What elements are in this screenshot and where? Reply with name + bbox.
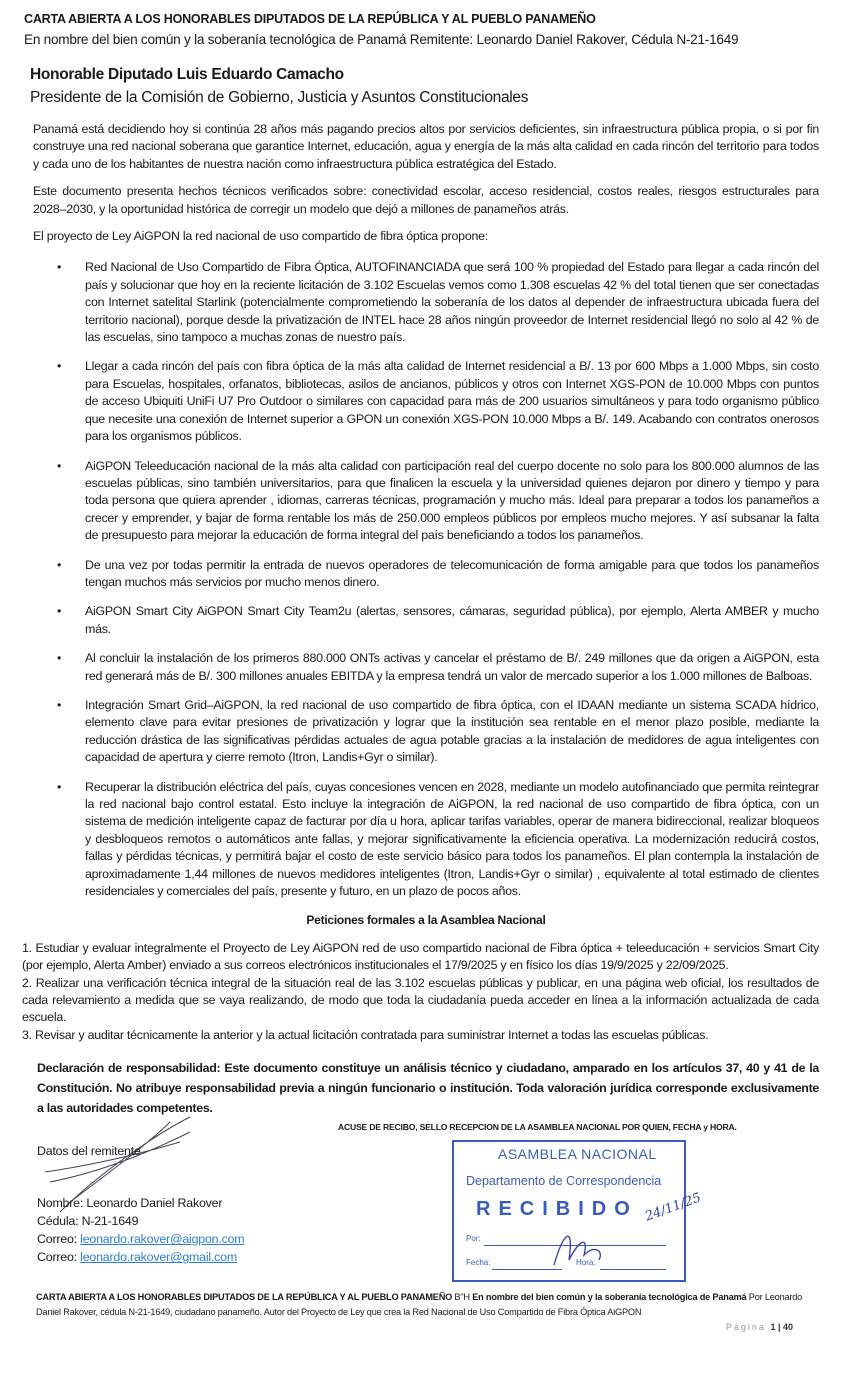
letter-title: CARTA ABIERTA A LOS HONORABLES DIPUTADOS DE LA REPÚBLICA Y AL PUEBLO PANAMEÑO xyxy=(24,12,596,26)
list-item: • De una vez por todas permitir la entrada de nuevos operadores de telecomunicación de forma amigable para que todos los panameños tengan muchos más servicios por mucho menos dinero. xyxy=(57,557,819,589)
declaration: Declaración de responsabilidad: Este documento constituye un análisis técnico y ciudadano, amparado en los artículos 37, 40 y 41 de la Constitución. No atribuye responsabilidad previa a ningún funcionario o institución. Toda valoración jurídica corresponde exclusivamente a las autoridades competentes. xyxy=(37,1061,819,1116)
petition-item: 3. Revisar y auditar técnicamente la anterior y la actual licitación contratada para suministrar Internet a todas las escuelas públicas. xyxy=(22,1027,709,1042)
bullet-icon: • xyxy=(57,779,62,794)
letter-flow xyxy=(22,0,819,1360)
sender-heading: Datos del remitente xyxy=(37,1144,141,1159)
handwritten-initials-icon xyxy=(549,1220,609,1270)
sender-email-line: Correo: leonardo.rakover@aigpon.com xyxy=(37,1232,245,1247)
list-item: • AiGPON Smart City AiGPON Smart City Team2u (alertas, sensores, cámaras, seguridad pública), por ejemplo, Alerta AMBER y mucho más. xyxy=(57,604,819,636)
list-item: • Red Nacional de Uso Compartido de Fibra Óptica, AUTOFINANCIADA que será 100 % propiedad del Estado para llegar a cada rincón del país y solucionar que hoy en la reciente licitación de 3.102 Escuelas vemos como 1.308 escuelas 42 % del total tienen que ser conectadas con Internet satelital Starlink (potencialmente comprometiendo la soberanía de los datos al depender de infraestructura ubicada fuera del territorio nacional), porque desde la privatización de INTEL hace 28 años ningún proveedor de Internet residencial llegó no solo al 42 % de las escuelas, sino tampoco a muchas zonas de nuestro país. xyxy=(57,260,819,345)
signature-section xyxy=(37,1122,819,1290)
list-item: • Al concluir la instalación de los primeros 880.000 ONTs activas y cancelar el préstamo de B/. 249 millones que da origen a AiGPON, esta red generará más de B/. 300 millones anuales EBITDA y la empresa tendrá un valor de mercado superior a los 1.000 millones de Balboas. xyxy=(57,651,819,683)
petitions-list xyxy=(22,940,819,1044)
list-item: • AiGPON Teleeducación nacional de la más alta calidad con participación real del cuerpo docente no solo para los 800.000 alumnos de las escuelas públicas, sino también universitarios, para que finalicen la escuela y la universidad quienes dejaron por dinero y tiempo y para toda persona que quiera aprender , idiomas, carreras técnicas, programación y mucho más. Ideal para preparar a todos los panameños a crecer y emprender, y bajar de forma rentable los más de 250.000 empleos públicos por empleos mucho mejores. Y así subsanar la falta de presupuesto para mejorar la educación de forma integral del país beneficiando a todos los panameños. xyxy=(57,458,819,543)
sender-name-line: Nombre: Leonardo Daniel Rakover xyxy=(37,1196,223,1211)
acknowledgement-label: ACUSE DE RECIBO, SELLO RECEPCION DE LA ASAMBLEA NACIONAL POR QUIEN, FECHA y HORA. xyxy=(338,1122,737,1133)
sender-email-line: Correo: leonardo.rakover@gmail.com xyxy=(37,1250,237,1265)
letter-subtitle: En nombre del bien común y la soberanía tecnológica de Panamá Remitente: Leonardo Daniel Rakover, Cédula N-21-1649 xyxy=(24,32,739,47)
page-number: Página 1 | 40 xyxy=(725,1322,793,1333)
bullet-icon: • xyxy=(57,458,62,473)
petition-item: 2. Realizar una verificación técnica integral de la situación real de las 3.102 escuelas públicas y publicar, en una página web oficial, los resultados de cada relevamiento a medida que se vaya realizando, de modo que toda la ciudadanía pueda acceder en línea a la información actualizada de cada escuela. xyxy=(22,975,819,1025)
bullet-icon: • xyxy=(57,359,62,374)
list-item: • Recuperar la distribución eléctrica del país, cuyas concesiones vencen en 2028, mediante un modelo autofinanciado que permita reintegrar la red nacional bajo control estatal. Esto incluye la integración de AiGPON, la red nacional de uso compartido de fibra óptica, con un sistema de medición inteligente capaz de facturar por día u hora, aplicar tarifas variables, operar de manera bidireccional, realizar bloqueos y desbloqueos remotos o automáticos ante fallas, y mejorar significativamente la eficiencia operativa. La modernización reducirá costos, fallas y pérdidas técnicas, y permitirá bajar el costo de este servicio básico para todos los panameños. El plan contempla la instalación de aproximadamente 1,44 millones de nuevos medidores inteligentes (Itron, Landis+Gyr o similar) , equivalente al total estimado de clientes residenciales y comerciales del país, presente y futuro, en un plazo de pocos años. xyxy=(57,779,819,899)
bullet-icon: • xyxy=(57,651,62,666)
letter-body xyxy=(33,121,819,930)
list-item: • Integración Smart Grid–AiGPON, la red nacional de uso compartido de fibra óptica, con el IDAAN mediante un sistema SCADA hídrico, elemento clave para evitar presiones de privatización y lograr que la institución sea rentable en el menor plazo posible, mediante la reducción drástica de las significativas pérdidas actuales de agua potable gracias a la instalación de medidores de agua inteligentes con capacidad de apertura y cierre remoto (Itron, Landis+Gyr o similar). xyxy=(57,697,819,765)
bullet-icon: • xyxy=(57,557,62,572)
time-line xyxy=(600,1269,666,1270)
paragraph: Panamá está decidiendo hoy si continúa 28 años más pagando precios altos por servicios deficientes, sin infraestructura pública propia, o si por fin construye una red nacional soberana que garantice Internet, educación, agua y energía de la más alta calidad en cada rincón del territorio para todos y cada uno de los habitantes de nuestra nación como infraestructura pública estratégica del Estado. xyxy=(33,122,819,171)
proposal-list xyxy=(33,259,819,900)
email-link[interactable]: leonardo.rakover@aigpon.com xyxy=(80,1232,245,1247)
bullet-icon: • xyxy=(57,604,62,619)
petition-item: 1. Estudiar y evaluar integralmente el Proyecto de Ley AiGPON red de uso compartido nacional de Fibra óptica + teleeducación + servicios Smart City (por ejemplo, Alerta Amber) enviado a sus correos electrónicos institucionales el 17/9/2025 y en físico los días 19/9/2025 y 22/09/2025. xyxy=(22,940,819,973)
page-footer: CARTA ABIERTA A LOS HONORABLES DIPUTADOS DE LA REPÚBLICA Y AL PUEBLO PANAMEÑO B"H En nombre del bien común y la soberanía tecnológica de Panamá Por Leonardo Daniel Rakover, cédula N-21-1649, ciudadano panameño. Autor del Proyecto de Ley que crea la Red Nacional de Uso Compartido de Fibra Óptica AiGPON xyxy=(36,1292,803,1318)
list-item: • Llegar a cada rincón del país con fibra óptica de la más alta calidad de Internet residencial a B/. 13 por 600 Mbps a 1.000 Mbps, sin costo para Escuelas, hospitales, orfanatos, bibliotecas, asilos de ancianos, públicos y otros con Internet XGS-PON de 10.000 Mbps con puntos de acceso Ubiquiti UniFi U7 Pro Outdoor o similares con capacidad para más de 200 usuarios simultáneos y para todo organismo público que necesite una conexión de Internet superior a GPON un conexión XGS-PON 10.000 Mbps a B/. 149. Acabando con contratos onerosos para los organismos públicos. xyxy=(57,359,819,444)
recipient-name: Honorable Diputado Luis Eduardo Camacho xyxy=(30,66,344,83)
bullet-icon: • xyxy=(57,260,62,275)
handwritten-date: 24/11/25 xyxy=(643,1190,704,1225)
reception-stamp: ASAMBLEA NACIONAL Departamento de Correspondencia RECIBIDO Por: Fecha: Hora: 24/11/25 xyxy=(452,1140,686,1282)
recipient-role: Presidente de la Comisión de Gobierno, Justicia y Asuntos Constitucionales xyxy=(30,89,529,106)
bullet-icon: • xyxy=(57,697,62,712)
paragraph: Este documento presenta hechos técnicos verificados sobre: conectividad escolar, acceso residencial, costos reales, riesgos estructurales para 2028–2030, y la oportunidad histórica de corregir un modelo que dejó a millones de panameños atrás. xyxy=(33,184,819,216)
paragraph: El proyecto de Ley AiGPON la red nacional de uso compartido de fibra óptica propone: xyxy=(33,229,488,244)
petitions-title: Peticiones formales a la Asamblea Nacional xyxy=(306,913,546,928)
email-link[interactable]: leonardo.rakover@gmail.com xyxy=(80,1250,237,1265)
sender-id-line: Cédula: N-21-1649 xyxy=(37,1214,139,1229)
